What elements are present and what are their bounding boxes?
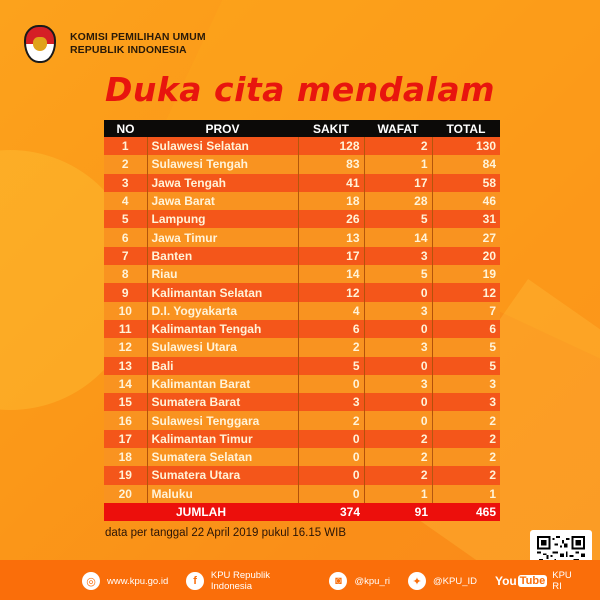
cell-prov: Sulawesi Selatan (147, 137, 298, 155)
table-row (104, 338, 500, 356)
table-row (104, 283, 500, 301)
cell-sakit: 5 (298, 357, 364, 375)
table-row (104, 247, 500, 265)
cell-wafat: 0 (364, 320, 432, 338)
header (24, 25, 206, 63)
cell-no: 3 (104, 174, 147, 192)
org-line-2: REPUBLIK INDONESIA (70, 44, 187, 56)
cell-prov: Sulawesi Tenggara (147, 411, 298, 429)
cell-wafat: 0 (364, 357, 432, 375)
cell-no: 5 (104, 210, 147, 228)
table-row (104, 228, 500, 246)
cell-prov: Kalimantan Selatan (147, 283, 298, 301)
cell-prov: Jawa Barat (147, 192, 298, 210)
cell-total: 19 (432, 265, 500, 283)
footer-label: @kpu_ri (354, 575, 391, 587)
cell-wafat: 5 (364, 265, 432, 283)
cell-no: 11 (104, 320, 147, 338)
cell-sakit: 13 (298, 228, 364, 246)
youtube-logo-tube: Tube (519, 575, 546, 587)
cell-no: 15 (104, 393, 147, 411)
cell-total: 2 (432, 466, 500, 484)
cell-prov: Kalimantan Timur (147, 430, 298, 448)
cell-prov: Sulawesi Utara (147, 338, 298, 356)
cell-total: 2 (432, 411, 500, 429)
table-row (104, 466, 500, 484)
cell-no: 1 (104, 137, 147, 155)
table-row (104, 448, 500, 466)
cell-sakit: 0 (298, 466, 364, 484)
cell-wafat: 1 (364, 485, 432, 503)
cell-no: 16 (104, 411, 147, 429)
table-row (104, 192, 500, 210)
cell-no: 2 (104, 155, 147, 173)
cell-no: 19 (104, 466, 147, 484)
cell-wafat: 5 (364, 210, 432, 228)
cell-no: 18 (104, 448, 147, 466)
footer-link-youtube[interactable] (495, 570, 582, 592)
cell-prov: Sumatera Utara (147, 466, 298, 484)
cell-no: 9 (104, 283, 147, 301)
org-line-1: KOMISI PEMILIHAN UMUM (70, 31, 206, 43)
cell-wafat: 3 (364, 247, 432, 265)
cell-no: 8 (104, 265, 147, 283)
cell-sakit: 0 (298, 448, 364, 466)
cell-sakit: 0 (298, 485, 364, 503)
cell-wafat: 0 (364, 283, 432, 301)
table-row (104, 411, 500, 429)
cell-sakit: 41 (298, 174, 364, 192)
cell-no: 6 (104, 228, 147, 246)
data-timestamp-note: data per tanggal 22 April 2019 pukul 16.15 WIB (105, 527, 347, 539)
facebook-icon: f (186, 572, 204, 590)
cell-prov: Lampung (147, 210, 298, 228)
table-header-row (104, 120, 500, 137)
cell-total: 31 (432, 210, 500, 228)
footer-label: KPU RI (552, 570, 572, 592)
cell-prov: Sumatera Barat (147, 393, 298, 411)
page-title: Duka cita mendalam (104, 70, 496, 109)
cell-total: 58 (432, 174, 500, 192)
total-sakit: 374 (298, 503, 364, 521)
cell-sakit: 128 (298, 137, 364, 155)
organization-name (70, 31, 206, 57)
cell-prov: Maluku (147, 485, 298, 503)
cell-sakit: 0 (298, 375, 364, 393)
cell-sakit: 2 (298, 338, 364, 356)
cell-total: 3 (432, 393, 500, 411)
total-label: JUMLAH (104, 503, 298, 521)
footer-label: www.kpu.go.id (107, 575, 169, 587)
cell-total: 5 (432, 357, 500, 375)
footer-link-twitter[interactable] (408, 572, 477, 590)
table-row (104, 302, 500, 320)
cell-sakit: 18 (298, 192, 364, 210)
twitter-icon: ✦ (408, 572, 426, 590)
cell-sakit: 12 (298, 283, 364, 301)
cell-no: 7 (104, 247, 147, 265)
cell-prov: Jawa Timur (147, 228, 298, 246)
column-header-wafat: WAFAT (364, 120, 432, 137)
cell-total: 130 (432, 137, 500, 155)
column-header-no: NO (104, 120, 147, 137)
cell-total: 1 (432, 485, 500, 503)
table-row (104, 174, 500, 192)
cell-wafat: 2 (364, 430, 432, 448)
cell-prov: Jawa Tengah (147, 174, 298, 192)
cell-sakit: 6 (298, 320, 364, 338)
footer-link-instagram[interactable] (329, 572, 390, 590)
kpu-emblem-icon (24, 25, 56, 63)
table-row (104, 430, 500, 448)
total-wafat: 91 (364, 503, 432, 521)
cell-prov: Banten (147, 247, 298, 265)
cell-total: 12 (432, 283, 500, 301)
cell-sakit: 17 (298, 247, 364, 265)
footer-link-facebook[interactable] (186, 570, 311, 592)
instagram-icon: ◙ (329, 572, 347, 590)
cell-sakit: 3 (298, 393, 364, 411)
cell-total: 6 (432, 320, 500, 338)
cell-prov: Riau (147, 265, 298, 283)
cell-no: 10 (104, 302, 147, 320)
cell-wafat: 17 (364, 174, 432, 192)
cell-total: 46 (432, 192, 500, 210)
casualty-table (104, 120, 500, 521)
cell-no: 13 (104, 357, 147, 375)
cell-sakit: 26 (298, 210, 364, 228)
cell-sakit: 83 (298, 155, 364, 173)
cell-wafat: 3 (364, 302, 432, 320)
cell-wafat: 14 (364, 228, 432, 246)
cell-total: 27 (432, 228, 500, 246)
cell-total: 20 (432, 247, 500, 265)
footer-label: @KPU_ID (433, 575, 477, 587)
cell-no: 20 (104, 485, 147, 503)
cell-wafat: 2 (364, 448, 432, 466)
footer-label: KPU Republik Indonesia (210, 570, 270, 592)
total-total: 465 (432, 503, 500, 521)
cell-total: 84 (432, 155, 500, 173)
cell-no: 14 (104, 375, 147, 393)
cell-no: 17 (104, 430, 147, 448)
table-row (104, 357, 500, 375)
cell-wafat: 28 (364, 192, 432, 210)
cell-prov: Kalimantan Barat (147, 375, 298, 393)
cell-prov: Bali (147, 357, 298, 375)
cell-wafat: 3 (364, 338, 432, 356)
total-row (104, 503, 500, 521)
cell-no: 4 (104, 192, 147, 210)
cell-prov: Kalimantan Tengah (147, 320, 298, 338)
cell-prov: Sumatera Selatan (147, 448, 298, 466)
table-row (104, 155, 500, 173)
footer-link-website[interactable] (82, 572, 168, 590)
cell-wafat: 1 (364, 155, 432, 173)
column-header-prov: PROV (147, 120, 298, 137)
column-header-sakit: SAKIT (298, 120, 364, 137)
cell-total: 2 (432, 448, 500, 466)
cell-sakit: 0 (298, 430, 364, 448)
cell-prov: D.I. Yogyakarta (147, 302, 298, 320)
cell-total: 3 (432, 375, 500, 393)
table-row (104, 137, 500, 155)
youtube-logo-you: You (494, 574, 517, 588)
cell-sakit: 14 (298, 265, 364, 283)
table-row (104, 320, 500, 338)
cell-wafat: 3 (364, 375, 432, 393)
table-row (104, 375, 500, 393)
table-row (104, 485, 500, 503)
column-header-total: TOTAL (432, 120, 500, 137)
cell-prov: Sulawesi Tengah (147, 155, 298, 173)
table-row (104, 265, 500, 283)
youtube-icon (495, 574, 547, 588)
cell-wafat: 0 (364, 393, 432, 411)
cell-no: 12 (104, 338, 147, 356)
cell-sakit: 2 (298, 411, 364, 429)
cell-total: 7 (432, 302, 500, 320)
table-row (104, 210, 500, 228)
cell-wafat: 2 (364, 137, 432, 155)
cell-wafat: 0 (364, 411, 432, 429)
cell-sakit: 4 (298, 302, 364, 320)
footer (0, 560, 600, 600)
cell-total: 5 (432, 338, 500, 356)
cell-wafat: 2 (364, 466, 432, 484)
table-row (104, 393, 500, 411)
cell-total: 2 (432, 430, 500, 448)
web-icon: ◎ (82, 572, 100, 590)
